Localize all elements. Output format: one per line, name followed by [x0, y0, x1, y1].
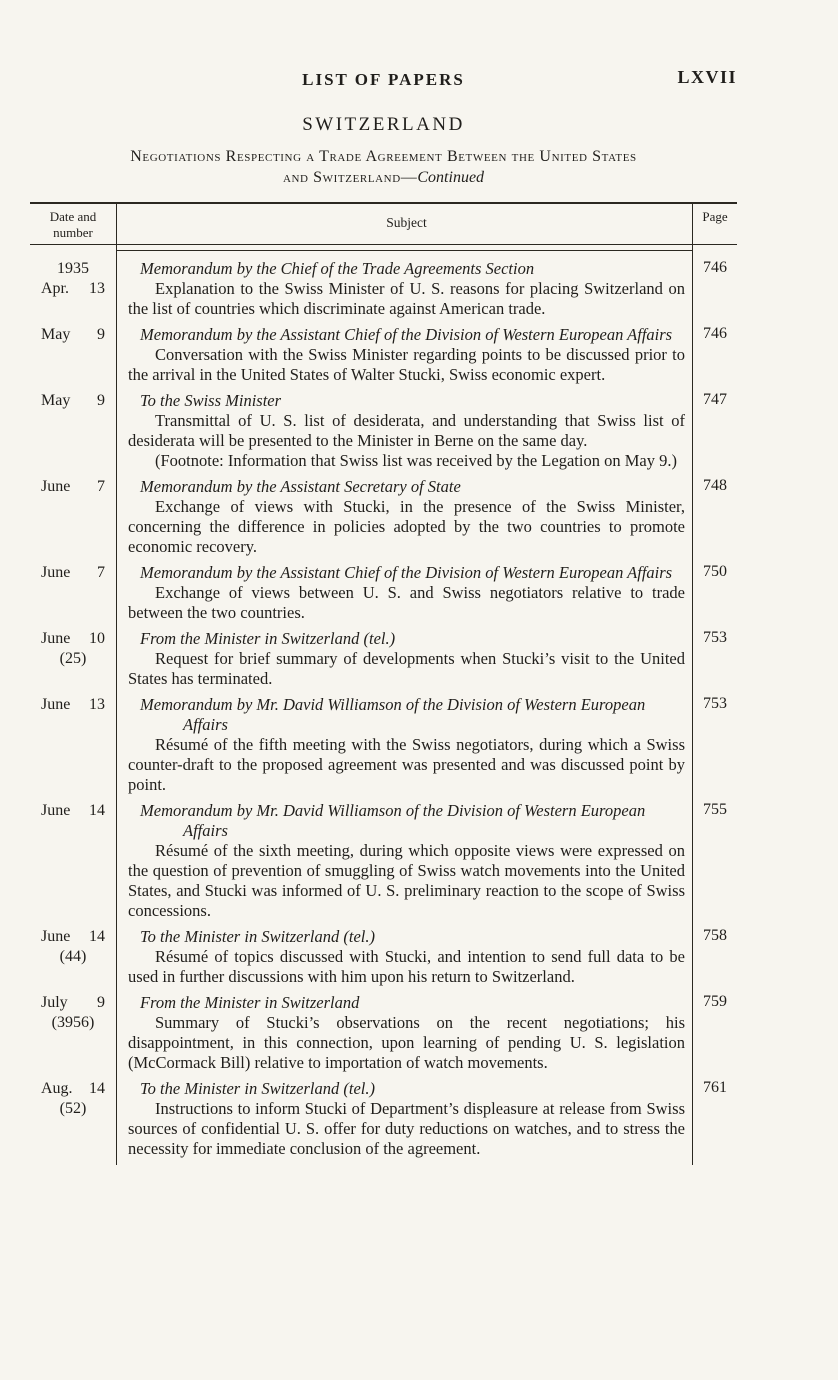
entry-description: Résumé of the fifth meeting with the Swiss negotiators, during which a Swiss counter-draft to the proposed agreement was presented and was discussed point by point.	[128, 734, 685, 794]
entry-day: 9	[97, 993, 105, 1011]
entry-date-cell	[30, 695, 116, 801]
entry-date	[41, 477, 105, 497]
entry-page: 747	[703, 390, 727, 408]
section-title: SWITZERLAND	[302, 114, 465, 135]
entry-day: 9	[97, 391, 105, 409]
entry-title: Memorandum by the Assistant Chief of the Division of Western European Affairs	[140, 562, 673, 582]
table-row	[30, 993, 737, 1079]
entry-day: 10	[89, 629, 105, 647]
entry-title: Memorandum by the Assistant Chief of the Division of Western European Affairs	[140, 324, 673, 344]
entry-date	[41, 563, 105, 583]
page-number-roman: LXVII	[677, 67, 737, 87]
entry-day: 7	[97, 563, 105, 581]
entry-number: (25)	[59, 649, 87, 667]
entry-date-cell	[30, 391, 116, 477]
entry-month: Aug.	[41, 1079, 73, 1097]
entry-page: 755	[703, 800, 727, 818]
entry-date-cell	[30, 477, 116, 563]
column-header-date-line2: number	[53, 225, 93, 241]
entry-date-cell	[30, 927, 116, 993]
table-row	[30, 629, 737, 695]
running-head	[30, 67, 737, 94]
entry-title: Memorandum by Mr. David Williamson of the Division of Western European Affairs	[140, 694, 646, 734]
entry-date-cell	[30, 325, 116, 391]
page-header-title: LIST OF PAPERS	[302, 70, 465, 89]
entry-subject-cell	[116, 563, 693, 629]
entry-number: (3956)	[51, 1013, 95, 1031]
table-header-row	[30, 204, 737, 245]
entry-title: Memorandum by Mr. David Williamson of the Division of Western European Affairs	[140, 800, 646, 840]
entry-month: May	[41, 325, 71, 343]
entry-day: 13	[89, 279, 105, 297]
entry-subject-cell	[116, 251, 693, 325]
table-row	[30, 563, 737, 629]
entry-subject-cell	[116, 629, 693, 695]
entry-subject-cell	[116, 1079, 693, 1165]
entry-date-cell	[30, 563, 116, 629]
table-row	[30, 251, 737, 325]
column-header-subject: Subject	[116, 204, 693, 244]
entry-subject-cell	[116, 325, 693, 391]
entry-month: June	[41, 477, 71, 495]
entry-subject-cell	[116, 993, 693, 1079]
entry-day: 7	[97, 477, 105, 495]
entry-month: June	[41, 629, 71, 647]
entry-page: 746	[703, 258, 727, 276]
entry-description: Explanation to the Swiss Minister of U. S. reasons for placing Switzerland on the list of countries which discriminate against American trade.	[128, 278, 685, 318]
entry-description: Request for brief summary of developments when Stucki’s visit to the United States has terminated.	[128, 648, 685, 688]
column-header-date	[30, 204, 116, 244]
entry-day: 14	[89, 927, 105, 945]
entry-description: Transmittal of U. S. list of desiderata, and understanding that Swiss list of desiderata will be presented to the Minister in Berne on the same day.	[128, 410, 685, 450]
entry-day: 9	[97, 325, 105, 343]
table-row	[30, 477, 737, 563]
entry-date-cell	[30, 801, 116, 927]
entry-month: June	[41, 563, 71, 581]
entry-title: To the Swiss Minister	[140, 390, 282, 410]
entry-year: 1935	[57, 259, 89, 277]
entry-description: Instructions to inform Stucki of Department’s displeasure at release from Swiss sources of confidential U. S. offer for duty reductions on watches, and to stress the necessity for immediate conclusion of the agreement.	[128, 1098, 685, 1158]
entry-title: To the Minister in Switzerland (tel.)	[140, 1078, 375, 1098]
entry-page: 748	[703, 476, 727, 494]
entry-date	[41, 1079, 105, 1099]
entry-page: 758	[703, 926, 727, 944]
entry-month: June	[41, 927, 71, 945]
table-row	[30, 391, 737, 477]
entry-date-cell	[30, 629, 116, 695]
entry-title: From the Minister in Switzerland (tel.)	[140, 628, 396, 648]
papers-table	[30, 202, 737, 1165]
table-row	[30, 325, 737, 391]
entry-footnote: (Footnote: Information that Swiss list was received by the Legation on May 9.)	[155, 450, 677, 470]
subtitle-line1: Negotiations Respecting a Trade Agreement Between the United States	[130, 148, 637, 165]
entry-date-cell	[30, 993, 116, 1079]
entry-page: 746	[703, 324, 727, 342]
table-row	[30, 695, 737, 801]
table-row	[30, 1079, 737, 1165]
entry-page: 759	[703, 992, 727, 1010]
entry-date	[41, 279, 105, 299]
entry-day: 14	[89, 801, 105, 819]
entry-date	[41, 695, 105, 715]
entry-page: 753	[703, 694, 727, 712]
entry-title: Memorandum by the Chief of the Trade Agreements Section	[140, 258, 535, 278]
subtitle-line2: and Switzerland—	[282, 168, 418, 186]
entry-date	[41, 927, 105, 947]
entry-subject-cell	[116, 801, 693, 927]
entry-title: To the Minister in Switzerland (tel.)	[140, 926, 375, 946]
subtitle-continued: Continued	[417, 168, 485, 186]
entry-page: 750	[703, 562, 727, 580]
entry-number: (44)	[59, 947, 87, 965]
entry-month: Apr.	[41, 279, 69, 297]
entry-date	[41, 993, 105, 1013]
entry-date-cell	[30, 251, 116, 325]
table-row	[30, 927, 737, 993]
entry-description: Summary of Stucki’s observations on the recent negotiations; his disappointment, in this connection, upon learning of pending U. S. legislation (McCormack Bill) relative to importation of watch movements.	[128, 1012, 685, 1072]
entry-title: Memorandum by the Assistant Secretary of State	[140, 476, 461, 496]
entry-title: From the Minister in Switzerland	[140, 992, 360, 1012]
entry-date	[41, 325, 105, 345]
section-subtitle	[30, 147, 737, 189]
entry-month: May	[41, 391, 71, 409]
entry-date	[41, 629, 105, 649]
entry-subject-cell	[116, 391, 693, 477]
entry-description: Exchange of views with Stucki, in the presence of the Swiss Minister, concerning the difference in policies adopted by the two countries to promote economic recovery.	[128, 496, 685, 556]
table-row	[30, 801, 737, 927]
entry-month: July	[41, 993, 68, 1011]
entry-page: 761	[703, 1078, 727, 1096]
entry-date	[41, 391, 105, 411]
entry-number: (52)	[59, 1099, 87, 1117]
entry-description: Exchange of views between U. S. and Swiss negotiators relative to trade between the two countries.	[128, 582, 685, 622]
entry-month: June	[41, 695, 71, 713]
entry-page: 753	[703, 628, 727, 646]
entry-description: Conversation with the Swiss Minister regarding points to be discussed prior to the arrival in the United States of Walter Stucki, Swiss economic expert.	[128, 344, 685, 384]
entry-subject-cell	[116, 927, 693, 993]
entry-day: 14	[89, 1079, 105, 1097]
entry-subject-cell	[116, 695, 693, 801]
column-header-date-line1: Date and	[49, 208, 97, 224]
entry-description: Résumé of topics discussed with Stucki, and intention to send full data to be used in further discussions with him upon his return to Switzerland.	[128, 946, 685, 986]
entry-subject-cell	[116, 477, 693, 563]
entry-day: 13	[89, 695, 105, 713]
entry-month: June	[41, 801, 71, 819]
entry-date-cell	[30, 1079, 116, 1165]
entry-date	[41, 801, 105, 821]
entry-description: Résumé of the sixth meeting, during which opposite views were expressed on the question of prevention of smuggling of Swiss watch movements into the United States, and Stucki was informed of U. S. preliminary reaction to the scope of Swiss concessions.	[128, 840, 685, 920]
column-header-page: Page	[702, 208, 728, 224]
